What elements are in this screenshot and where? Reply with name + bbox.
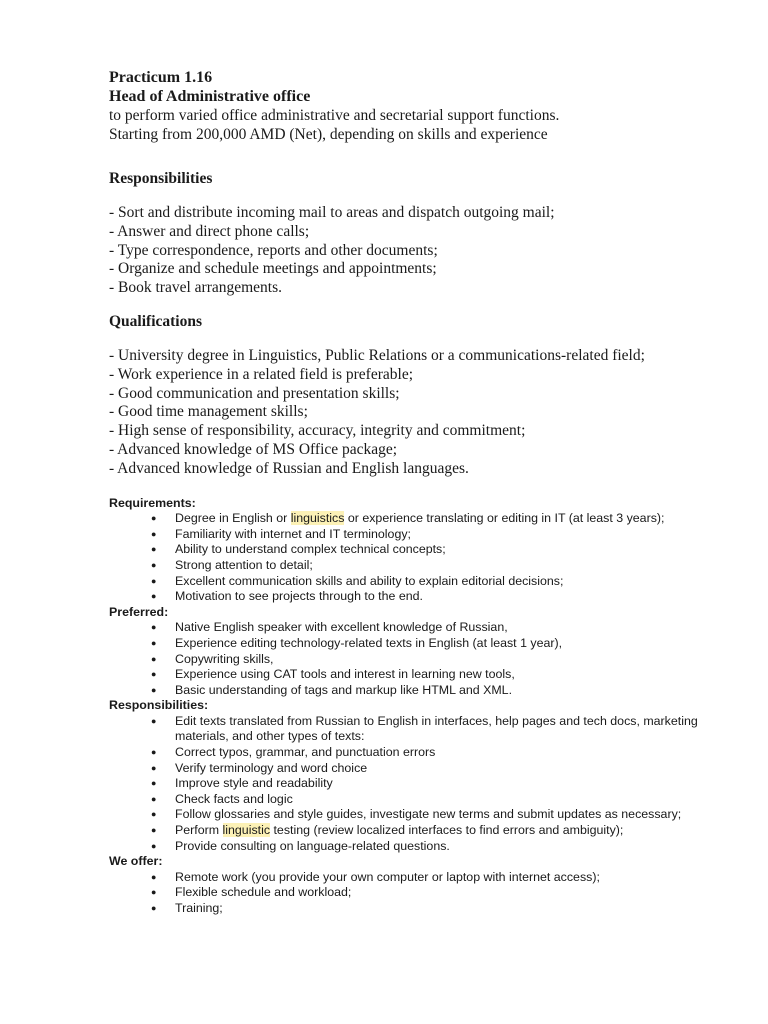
list-item-text: Flexible schedule and workload;	[175, 885, 352, 900]
responsibilities-section	[109, 169, 729, 298]
highlighted-term: linguistics	[290, 511, 345, 526]
bullet-icon: ●	[151, 559, 157, 570]
list-item-text: Correct typos, grammar, and punctuation errors	[175, 745, 436, 760]
list-item-text: Experience editing technology-related texts in English (at least 1 year),	[175, 635, 563, 650]
list-item-text: Basic understanding of tags and markup like HTML and XML.	[175, 682, 513, 697]
list-item: - Book travel arrangements.	[109, 279, 283, 297]
list-item: - Answer and direct phone calls;	[109, 222, 310, 240]
list-item: - Advanced knowledge of MS Office package;	[109, 440, 398, 458]
list-item	[109, 776, 729, 792]
requirements-list	[109, 511, 729, 605]
list-item: - Good communication and presentation skills;	[109, 384, 400, 402]
bullet-icon: ●	[151, 669, 157, 680]
list-item	[109, 527, 729, 543]
offer-heading: We offer:	[109, 854, 163, 869]
bullet-icon: ●	[151, 778, 157, 789]
list-item-text: Edit texts translated from Russian to English in interfaces, help pages and tech docs, marketing materials, and other types of texts:	[175, 713, 698, 744]
list-item: - Sort and distribute incoming mail to areas and dispatch outgoing mail;	[109, 204, 555, 221]
list-item	[109, 574, 729, 590]
highlighted-term: linguistic	[222, 823, 271, 838]
list-item	[109, 807, 729, 823]
bullet-icon: ●	[151, 871, 157, 882]
bullet-icon: ●	[151, 637, 157, 648]
document-title: Practicum 1.16	[109, 69, 213, 86]
list-item-text: Experience using CAT tools and interest in learning new tools,	[175, 667, 515, 682]
bullet-icon: ●	[151, 591, 157, 602]
list-item-text: Strong attention to detail;	[175, 557, 313, 572]
bullet-icon: ●	[151, 544, 157, 555]
list-item	[109, 901, 729, 917]
list-item-text: Motivation to see projects through to the end.	[175, 589, 423, 604]
list-item-text: Ability to understand complex technical concepts;	[175, 542, 446, 557]
list-item: - University degree in Linguistics, Public Relations or a communications-related field;	[109, 346, 645, 364]
preferred-heading: Preferred:	[109, 604, 169, 619]
job-details-block	[109, 496, 729, 917]
list-item-text: Remote work (you provide your own computer or laptop with internet access);	[175, 869, 600, 884]
list-item-text: Familiarity with internet and IT terminology;	[175, 526, 411, 541]
preferred-list	[109, 620, 729, 698]
document-page	[109, 68, 729, 917]
bullet-icon: ●	[151, 747, 157, 758]
list-item	[109, 761, 729, 777]
list-item: - Good time management skills;	[109, 403, 308, 421]
bullet-icon: ●	[151, 793, 157, 804]
list-item-text: Copywriting skills,	[175, 651, 274, 666]
list-item	[109, 714, 729, 745]
qualifications-heading: Qualifications	[109, 312, 203, 330]
list-item	[109, 870, 729, 886]
responsibilities-heading: Responsibilities	[109, 170, 213, 187]
list-item-text: Training;	[175, 901, 223, 915]
list-item	[109, 558, 729, 574]
bullet-icon: ●	[151, 840, 157, 851]
list-item: - Organize and schedule meetings and appointments;	[109, 260, 437, 278]
list-item	[109, 792, 729, 808]
bullet-icon: ●	[151, 715, 157, 726]
list-item	[109, 839, 729, 855]
offer-list	[109, 870, 729, 917]
list-item-text: Improve style and readability	[175, 776, 333, 791]
list-item	[109, 652, 729, 668]
bullet-icon: ●	[151, 653, 157, 664]
list-item	[109, 885, 729, 901]
requirements-heading: Requirements:	[109, 495, 196, 510]
responsibilities2-list	[109, 714, 729, 854]
list-item	[109, 542, 729, 558]
responsibilities2-heading: Responsibilities:	[109, 698, 209, 713]
list-item-text: Provide consulting on language-related questions.	[175, 838, 450, 853]
position-summary: to perform varied office administrative and secretarial support functions.	[109, 107, 560, 124]
bullet-icon: ●	[151, 575, 157, 586]
list-item: - Advanced knowledge of Russian and English languages.	[109, 459, 469, 477]
list-item: ● Perform linguistic testing (review localized interfaces to find errors and ambiguity);	[151, 823, 624, 838]
list-item-text: Follow glossaries and style guides, investigate new terms and submit updates as necessary;	[175, 807, 682, 822]
list-item	[109, 589, 729, 605]
bullet-icon: ●	[151, 825, 157, 836]
list-item-text: Check facts and logic	[175, 791, 293, 806]
list-item: - High sense of responsibility, accuracy, integrity and commitment;	[109, 422, 526, 440]
header-block	[109, 68, 729, 144]
list-item	[109, 620, 729, 636]
list-item	[109, 667, 729, 683]
bullet-icon: ●	[151, 903, 157, 913]
position-title: Head of Administrative office	[109, 88, 311, 105]
list-item	[109, 683, 729, 699]
list-item: ● Degree in English or linguistics or experience translating or editing in IT (at least 3 years);	[151, 511, 665, 526]
list-item	[109, 636, 729, 652]
list-item: - Work experience in a related field is preferable;	[109, 365, 414, 383]
responsibilities-list	[109, 204, 729, 298]
list-item-text: Native English speaker with excellent knowledge of Russian,	[175, 620, 508, 635]
bullet-icon: ●	[151, 622, 157, 633]
bullet-icon: ●	[151, 684, 157, 695]
list-item: - Type correspondence, reports and other documents;	[109, 241, 438, 259]
bullet-icon: ●	[151, 528, 157, 539]
qualifications-list	[109, 347, 729, 479]
bullet-icon: ●	[151, 762, 157, 773]
list-item-text: Excellent communication skills and ability to explain editorial decisions;	[175, 573, 564, 588]
bullet-icon: ●	[151, 809, 157, 820]
list-item	[109, 745, 729, 761]
salary-line: Starting from 200,000 AMD (Net), depending on skills and experience	[109, 126, 548, 143]
list-item-text: Verify terminology and word choice	[175, 760, 368, 775]
bullet-icon: ●	[151, 513, 157, 524]
qualifications-section	[109, 312, 729, 479]
bullet-icon: ●	[151, 887, 157, 898]
